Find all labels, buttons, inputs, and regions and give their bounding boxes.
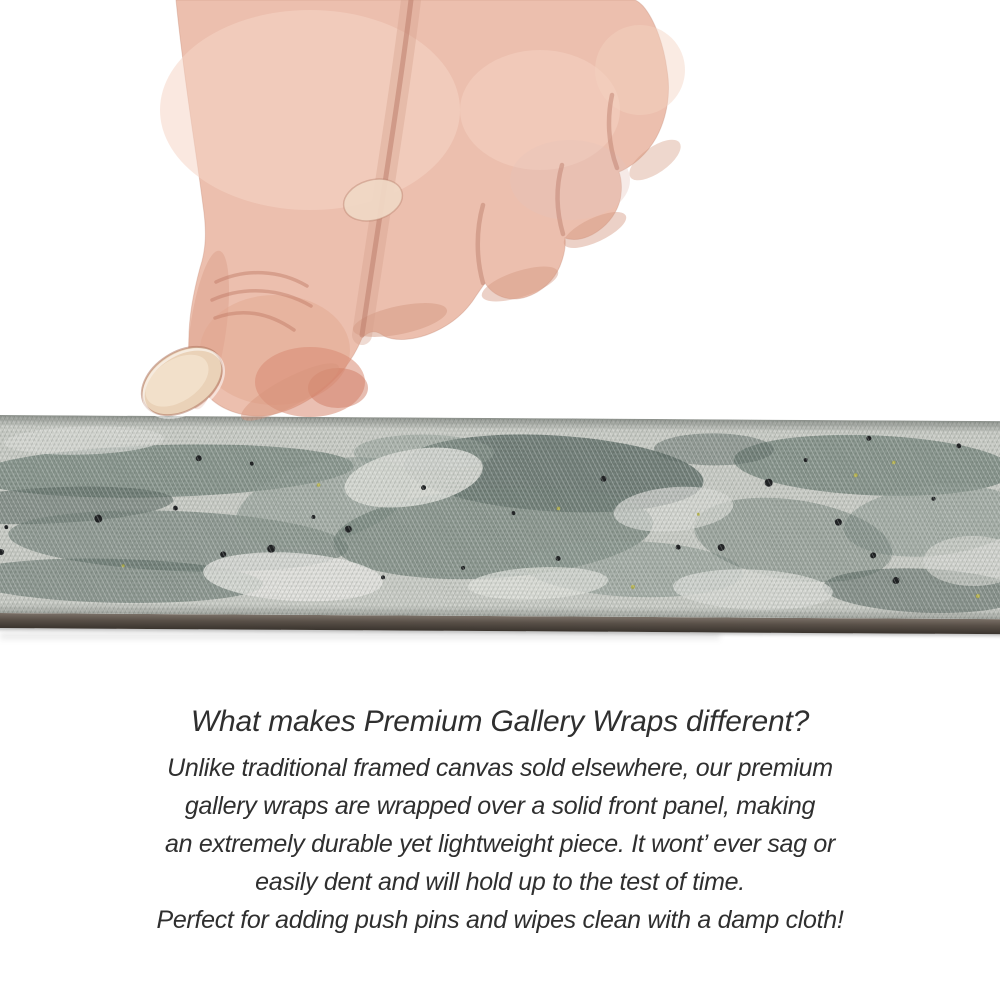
body-line-5: Perfect for adding push pins and wipes clean with a damp cloth! [156, 906, 844, 934]
body-line-1: Unlike traditional framed canvas sold elsewhere, our premium [167, 754, 833, 782]
headline: What makes Premium Gallery Wraps different? [190, 705, 810, 738]
body-line-2: gallery wraps are wrapped over a solid front panel, making [184, 792, 816, 820]
hand-pressing-thumb-photo [100, 0, 720, 422]
canvas-weave-overlay [0, 415, 1000, 619]
canvas-edge-photo [0, 415, 1000, 634]
canvas-weave-texture [0, 415, 1000, 619]
canvas-drop-shadow [0, 633, 720, 642]
body-line-3: an extremely durable yet lightweight piece. It wont’ ever sag or [164, 830, 836, 858]
body-line-4: easily dent and will hold up to the test of time. [255, 868, 745, 896]
description-text-block [0, 702, 1000, 939]
